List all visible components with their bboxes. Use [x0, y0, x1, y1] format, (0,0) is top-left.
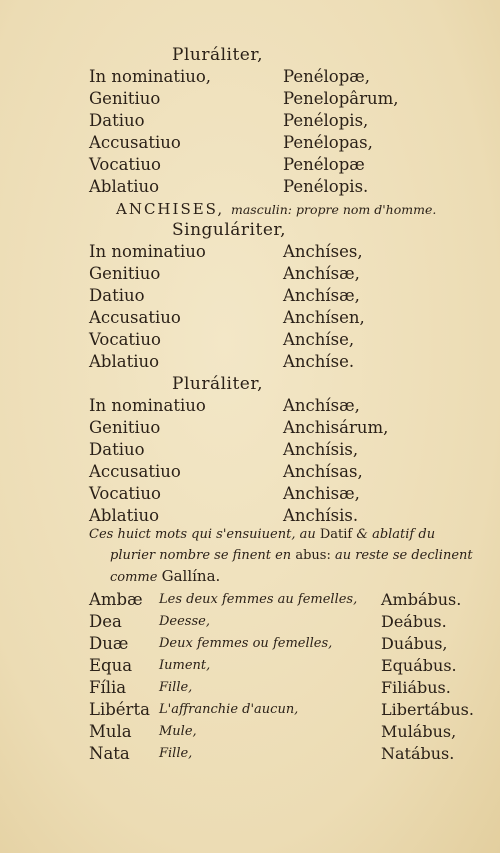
case-form: Penélopis,: [283, 111, 369, 130]
case-form: Anchísæ,: [283, 264, 360, 283]
declension-row: [0, 352, 500, 374]
singular-heading: Singuláriter,: [172, 220, 287, 240]
vocab-word: Ambæ: [89, 590, 143, 609]
vocab-gloss: Fille,: [159, 746, 193, 761]
declension-row: [0, 111, 500, 133]
declension-row: [0, 89, 500, 111]
vocab-row: [0, 612, 500, 634]
case-label: Vocatiuo: [89, 330, 161, 349]
note-text: Ces huict mots qui s'ensuiuent, au: [89, 527, 320, 542]
case-label: Vocatiuo: [89, 155, 161, 174]
case-form: Anchisæ,: [283, 484, 360, 503]
case-label: In nominatiuo,: [89, 67, 212, 86]
note-text: abus:: [295, 548, 331, 563]
vocab-row: [0, 590, 500, 612]
note-text: Datif: [319, 527, 353, 542]
vocab-dative-ablative: Deábus.: [381, 612, 447, 631]
case-label: Accusatiuo: [89, 133, 181, 152]
declension-row: [0, 418, 500, 440]
declension-row: [0, 177, 500, 199]
entry-gloss: masculin: propre nom d'homme.: [230, 202, 437, 217]
case-form: Penelopârum,: [283, 89, 399, 108]
note-text: Gallína.: [161, 567, 221, 585]
vocab-dative-ablative: Libertábus.: [381, 700, 474, 719]
declension-row: [0, 67, 500, 89]
vocab-dative-ablative: Filiábus.: [381, 678, 451, 697]
vocab-word: Mula: [89, 722, 132, 741]
declension-row: [0, 308, 500, 330]
vocab-word: Duæ: [89, 634, 129, 653]
case-label: Ablatiuo: [89, 352, 160, 371]
vocab-row: [0, 634, 500, 656]
vocab-gloss: Mule,: [159, 724, 197, 739]
case-form: Penélopas,: [283, 133, 373, 152]
note-text: & ablatif du: [352, 527, 436, 542]
vocab-row: [0, 722, 500, 744]
case-form: Anchisárum,: [283, 418, 389, 437]
declension-row: [0, 462, 500, 484]
vocab-word: Nata: [89, 744, 130, 763]
case-label: Accusatiuo: [89, 308, 181, 327]
case-form: Penélopis.: [283, 177, 369, 196]
case-label: In nominatiuo: [89, 396, 206, 415]
vocab-row: [0, 656, 500, 678]
declension-row: [0, 286, 500, 308]
entry-header: [116, 200, 436, 218]
declension-row: [0, 155, 500, 177]
case-form: Anchísis,: [283, 440, 359, 459]
case-form: Anchísæ,: [283, 396, 360, 415]
case-form: Anchíse.: [283, 352, 355, 371]
note-line: [110, 566, 220, 588]
plural-heading: Pluráliter,: [172, 374, 264, 394]
note-line: [110, 545, 473, 566]
vocab-dative-ablative: Mulábus,: [381, 722, 457, 741]
vocab-dative-ablative: Natábus.: [381, 744, 455, 763]
vocab-gloss: Iument,: [159, 658, 211, 673]
case-form: Anchíses,: [283, 242, 363, 261]
note-text: plurier nombre se finent en: [110, 548, 296, 563]
case-label: Vocatiuo: [89, 484, 161, 503]
vocab-word: Fília: [89, 678, 127, 697]
plural-heading: Pluráliter,: [172, 45, 264, 65]
case-label: Ablatiuo: [89, 506, 160, 525]
case-label: Accusatiuo: [89, 462, 181, 481]
case-label: Datiuo: [89, 286, 145, 305]
vocab-word: Equa: [89, 656, 133, 675]
vocab-dative-ablative: Ambábus.: [381, 590, 462, 609]
case-form: Anchíse,: [283, 330, 355, 349]
declension-row: [0, 440, 500, 462]
vocab-word: Dea: [89, 612, 122, 631]
case-form: Anchísis.: [283, 506, 359, 525]
declension-row: [0, 242, 500, 264]
case-form: Anchísen,: [283, 308, 365, 327]
case-form: Penélopæ,: [283, 67, 371, 86]
case-form: Anchísæ,: [283, 286, 360, 305]
case-form: Penélopæ: [283, 155, 365, 174]
case-form: Anchísas,: [283, 462, 363, 481]
vocab-gloss: Deux femmes ou femelles,: [159, 636, 333, 651]
entry-name: ANCHISES,: [116, 200, 225, 218]
declension-row: [0, 133, 500, 155]
case-label: Datiuo: [89, 440, 145, 459]
vocab-row: [0, 678, 500, 700]
vocab-gloss: Deesse,: [159, 614, 210, 629]
vocab-row: [0, 700, 500, 722]
note-line: [89, 524, 435, 545]
vocab-row: [0, 744, 500, 766]
declension-row: [0, 396, 500, 418]
vocab-dative-ablative: Equábus.: [381, 656, 457, 675]
vocab-dative-ablative: Duábus,: [381, 634, 448, 653]
case-label: Ablatiuo: [89, 177, 160, 196]
vocab-gloss: Les deux femmes au femelles,: [159, 592, 358, 607]
vocab-gloss: Fille,: [159, 680, 193, 695]
note-text: comme: [110, 570, 162, 585]
case-label: Genitiuo: [89, 89, 161, 108]
declension-row: [0, 264, 500, 286]
declension-row: [0, 330, 500, 352]
case-label: In nominatiuo: [89, 242, 206, 261]
case-label: Genitiuo: [89, 264, 161, 283]
vocab-gloss: L'affranchie d'aucun,: [159, 702, 299, 717]
vocab-word: Libérta: [89, 700, 150, 719]
declension-row: [0, 484, 500, 506]
case-label: Datiuo: [89, 111, 145, 130]
note-text: au reste se declinent: [330, 548, 473, 563]
case-label: Genitiuo: [89, 418, 161, 437]
